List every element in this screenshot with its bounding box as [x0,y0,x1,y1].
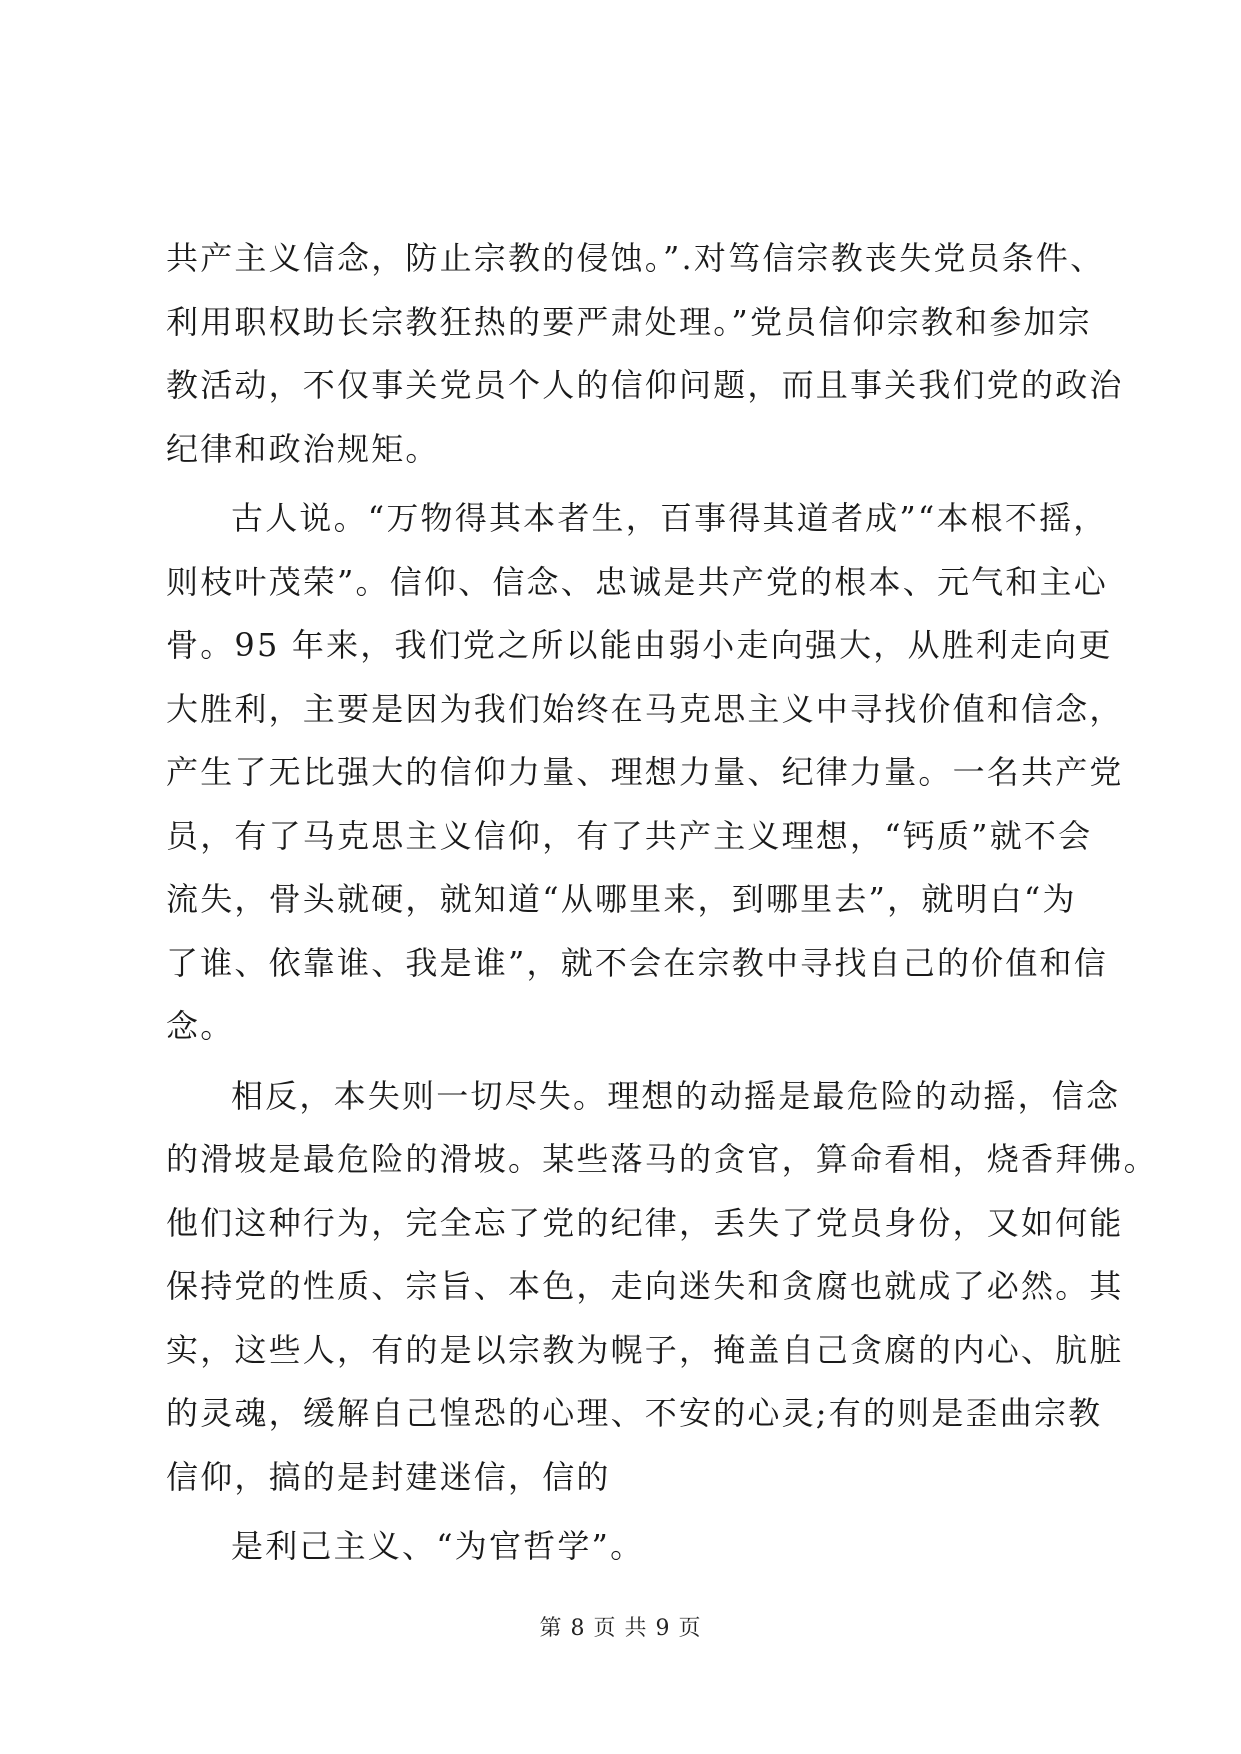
text-line: 他们这种行为，完全忘了党的纪律，丢失了党员身份，又如何能 [166,1203,1124,1242]
text-line: 的滑坡是最危险的滑坡。某些落马的贪官，算命看相，烧香拜佛。 [166,1140,1158,1178]
text-line: 教活动，不仅事关党员个人的信仰问题，而且事关我们党的政治 [166,366,1124,404]
text-line: 流失，骨头就硬，就知道“从哪里来，到哪里去”，就明白“为 [166,880,1077,918]
text-line: 员，有了马克思主义信仰，有了共产主义理想，“钙质”就不会 [166,816,1093,855]
text-line: 共产主义信念，防止宗教的侵蚀。”.对笃信宗教丧失党员条件、 [166,239,1105,277]
text-line: 信仰，搞的是封建迷信，信的 [166,1457,611,1496]
text-line: 骨。95 年来，我们党之所以能由弱小走向强大，从胜利走向更 [166,626,1113,664]
text-line: 了谁、依靠谁、我是谁”，就不会在宗教中寻找自己的价值和信 [166,943,1108,982]
page-number-footer: 第 8 页 共 9 页 [539,1616,702,1641]
paragraph-1 [166,227,1124,481]
text-line: 保持党的性质、宗旨、本色，走向迷失和贪腐也就成了必然。其 [166,1267,1124,1305]
text-line: 念。 [166,1007,235,1045]
text-line: 产生了无比强大的信仰力量、理想力量、纪律力量。一名共产党 [166,753,1124,791]
text-line: 大胜利，主要是因为我们始终在马克思主义中寻找价值和信念， [166,689,1124,728]
paragraph-4 [166,1515,1076,1579]
text-line: 古人说。“万物得其本者生，百事得其道者成”“本根不摇， [231,499,1108,537]
document-body [166,227,1158,1579]
text-line: 的灵魂，缓解自己惶恐的心理、不安的心灵;有的则是歪曲宗教 [166,1394,1103,1432]
text-line: 是利己主义、“为官哲学”。 [231,1527,645,1565]
text-line: 则枝叶茂荣”。信仰、信念、忠诚是共产党的根本、元气和主心 [166,562,1108,601]
paragraph-2 [166,487,1124,1059]
paragraph-3 [166,1065,1158,1510]
text-line: 相反，本失则一切尽失。理想的动摇是最危险的动摇，信念 [231,1076,1121,1115]
text-line: 纪律和政治规矩。 [166,429,440,468]
text-line: 利用职权助长宗教狂热的要严肃处理。”党员信仰宗教和参加宗 [166,302,1092,341]
text-line: 实，这些人，有的是以宗教为幌子，掩盖自己贪腐的内心、肮脏 [166,1330,1124,1369]
